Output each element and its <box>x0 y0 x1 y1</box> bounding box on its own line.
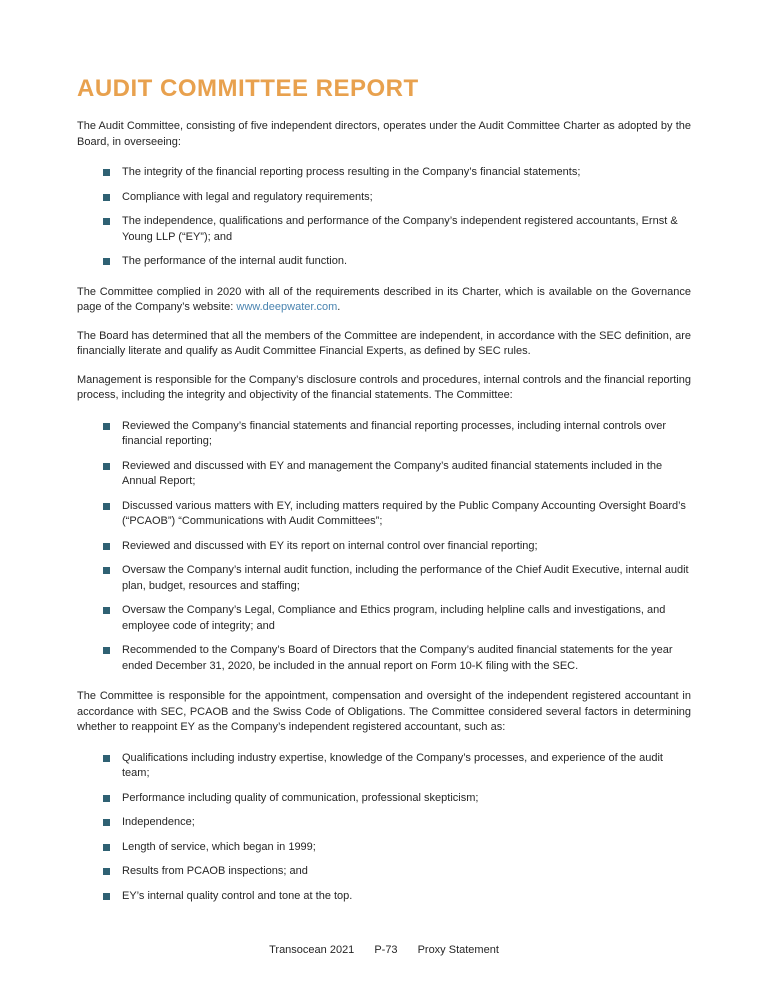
square-bullet-icon <box>103 194 110 201</box>
list-item-text: Reviewed the Company’s financial statements and financial reporting processes, including internal controls over financial reporting; <box>122 419 666 448</box>
deepwater-website-link[interactable]: www.deepwater.com <box>236 301 338 314</box>
list-item-text: Independence; <box>122 816 195 829</box>
list-item <box>103 459 691 490</box>
square-bullet-icon <box>103 218 110 225</box>
list-item <box>103 643 691 674</box>
compliance-text-before: The Committee complied in 2020 with all of the requirements described in its Charter, which is available on the Governance page of the Company’s website: <box>77 285 691 314</box>
square-bullet-icon <box>103 795 110 802</box>
footer-company-year: Transocean 2021 <box>269 944 355 956</box>
list-item <box>103 889 691 905</box>
list-item <box>103 254 691 270</box>
square-bullet-icon <box>103 169 110 176</box>
square-bullet-icon <box>103 463 110 470</box>
list-item-text: Length of service, which began in 1999; <box>122 840 316 853</box>
list-item <box>103 840 691 856</box>
footer-page-number: P-73 <box>374 944 398 956</box>
square-bullet-icon <box>103 503 110 510</box>
reappointment-paragraph: The Committee is responsible for the appointment, compensation and oversight of the independent registered accountant in accordance with SEC, PCAOB and the Swiss Code of Obligations. The Committee considered several factors in determining whether to reappoint EY as the Company’s independent registered accountant, such as: <box>77 690 691 734</box>
compliance-paragraph <box>77 285 691 316</box>
list-item <box>103 751 691 782</box>
square-bullet-icon <box>103 543 110 550</box>
list-item <box>103 864 691 880</box>
compliance-text-after: . <box>337 301 341 314</box>
intro-paragraph: The Audit Committee, consisting of five independent directors, operates under the Audit Committee Charter as adopted by the Board, in overseeing: <box>77 120 691 148</box>
list-item <box>103 815 691 831</box>
list-item <box>103 214 691 245</box>
footer-label: Proxy Statement <box>417 944 499 956</box>
list-item-text: The integrity of the financial reporting process resulting in the Company’s financial statements; <box>122 166 581 179</box>
independence-paragraph: The Board has determined that all the members of the Committee are independent, in accordance with the SEC definition, are financially literate and qualify as Audit Committee Financial Experts, as defined by SEC rules. <box>77 329 691 358</box>
list-item-text: Qualifications including industry expertise, knowledge of the Company’s processes, and experience of the audit team; <box>122 751 663 780</box>
square-bullet-icon <box>103 423 110 430</box>
list-item-text: The independence, qualifications and performance of the Company’s independent registered accountants, Ernst & Young LLP (“EY”); and <box>122 215 678 243</box>
page-content <box>77 0 691 919</box>
list-item-text: Results from PCAOB inspections; and <box>122 865 308 878</box>
square-bullet-icon <box>103 819 110 826</box>
reappointment-factors-list <box>103 751 691 905</box>
list-item-text: Recommended to the Company’s Board of Directors that the Company’s audited financial statements for the year ended December 31, 2020, be included in the annual report on Form 10-K filing with the SEC. <box>122 644 673 672</box>
square-bullet-icon <box>103 868 110 875</box>
square-bullet-icon <box>103 607 110 614</box>
page-footer <box>0 943 768 958</box>
list-item-text: Oversaw the Company’s internal audit function, including the performance of the Chief Audit Executive, internal audit plan, budget, resources and staffing; <box>122 564 689 592</box>
square-bullet-icon <box>103 844 110 851</box>
page-title: AUDIT COMMITTEE REPORT <box>77 75 419 102</box>
square-bullet-icon <box>103 647 110 654</box>
list-item-text: Reviewed and discussed with EY and management the Company’s audited financial statements included in the Annual Report; <box>122 459 663 488</box>
square-bullet-icon <box>103 258 110 265</box>
management-paragraph: Management is responsible for the Company’s disclosure controls and procedures, internal controls and the financial reporting process, including the integrity and objectivity of the financial statements. The Committee: <box>77 373 691 402</box>
list-item-text: Reviewed and discussed with EY its report on internal control over financial reporting; <box>122 539 538 552</box>
list-item <box>103 499 691 530</box>
list-item-text: Compliance with legal and regulatory requirements; <box>122 190 373 203</box>
list-item <box>103 419 691 450</box>
list-item-text: Performance including quality of communication, professional skepticism; <box>122 791 479 804</box>
list-item <box>103 190 691 206</box>
list-item-text: Oversaw the Company’s Legal, Compliance and Ethics program, including helpline calls and investigations, and employee code of integrity; and <box>122 604 666 632</box>
square-bullet-icon <box>103 755 110 762</box>
list-item <box>103 791 691 807</box>
list-item-text: Discussed various matters with EY, including matters required by the Public Company Accounting Oversight Board’s (“PCAOB”) “Communications with Audit Committees”; <box>122 499 686 528</box>
list-item <box>103 539 691 555</box>
list-item-text: The performance of the internal audit function. <box>122 255 348 268</box>
list-item <box>103 563 691 594</box>
committee-actions-list <box>103 419 691 675</box>
square-bullet-icon <box>103 893 110 900</box>
list-item <box>103 603 691 634</box>
square-bullet-icon <box>103 567 110 574</box>
list-item-text: EY’s internal quality control and tone at the top. <box>122 889 353 902</box>
list-item <box>103 165 691 181</box>
oversight-list <box>103 165 691 270</box>
